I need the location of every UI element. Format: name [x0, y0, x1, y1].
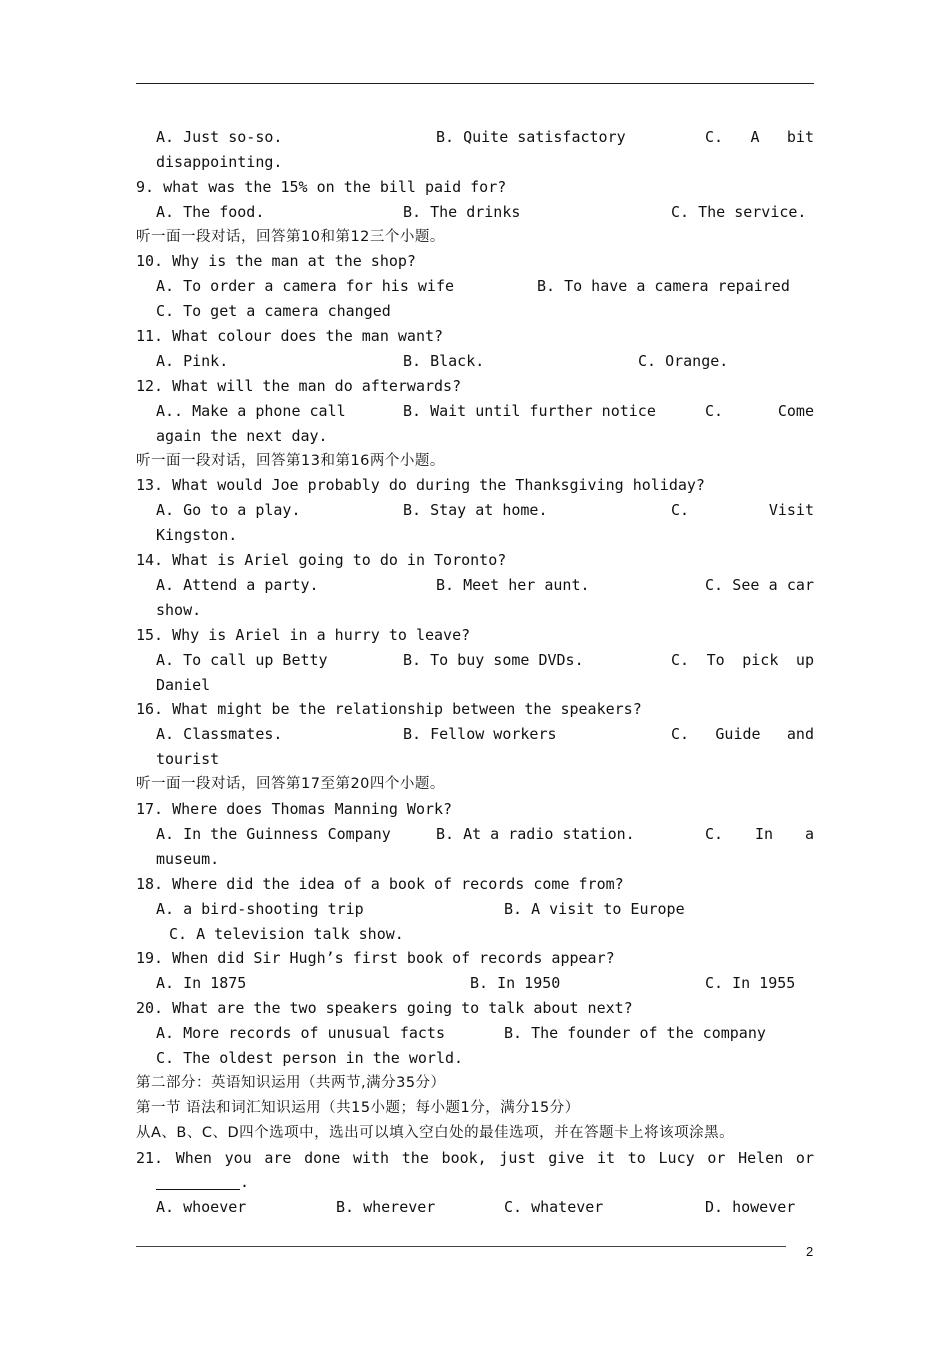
- q16-option-c: C. Guide and: [671, 725, 814, 744]
- q14-option-b: B. Meet her aunt.: [436, 576, 590, 595]
- q14-option-a: A. Attend a party.: [156, 576, 319, 595]
- q8-options: [136, 125, 814, 150]
- q8-option-c: C. A bit: [705, 128, 814, 146]
- q21-option-b: B. wherever: [336, 1198, 436, 1217]
- header-rule: [136, 83, 814, 84]
- q14-option-c: C. See a car: [705, 576, 814, 595]
- q20-options: [136, 1021, 814, 1046]
- q15-option-c: C. To pick up: [671, 650, 814, 669]
- q16-option-b: B. Fellow workers: [403, 725, 557, 744]
- q17-option-c: C. In a: [705, 824, 814, 843]
- q21-stem-end: .: [240, 1173, 250, 1192]
- instruction-13-16: 听一面一段对话，回答第13和第16两个小题。: [136, 452, 445, 469]
- q9-option-c: C. The service.: [671, 202, 807, 221]
- section1-title: 第一节 语法和词汇知识运用（共15小题；每小题1分，满分15分）: [136, 1099, 580, 1116]
- q11-option-b: B. Black.: [403, 352, 485, 371]
- q8-option-c-cont: disappointing.: [156, 152, 283, 171]
- part2-title: 第二部分：英语知识运用（共两节,满分35分）: [136, 1074, 446, 1091]
- q13-option-c-cont: Kingston.: [156, 526, 238, 545]
- q16-stem: 16. What might be the relationship between the speakers?: [136, 700, 642, 719]
- q12-option-c: C. Come: [705, 401, 814, 420]
- q15-options: [136, 648, 814, 673]
- q16-option-a: A. Classmates.: [156, 725, 283, 744]
- q10-option-b: B. To have a camera repaired: [537, 277, 790, 296]
- q9-stem: 9. what was the 15% on the bill paid for?: [136, 177, 507, 196]
- answer-blank: [156, 1173, 240, 1190]
- q9-option-a: A. The food.: [156, 202, 265, 221]
- q15-stem: 15. Why is Ariel in a hurry to leave?: [136, 625, 471, 644]
- instruction-10-12: 听一面一段对话，回答第10和第12三个小题。: [136, 228, 445, 245]
- q11-option-c: C. Orange.: [638, 352, 729, 371]
- q18-options: [136, 897, 814, 922]
- q19-options: [136, 971, 814, 996]
- q10-option-a: A. To order a camera for his wife: [156, 277, 455, 296]
- q18-option-a: A. a bird-shooting trip: [156, 899, 364, 918]
- section1-instructions: 从A、B、C、D四个选项中，选出可以填入空白处的最佳选项，并在答题卡上将该项涂黑。: [136, 1124, 735, 1141]
- q21-option-a: A. whoever: [156, 1198, 247, 1217]
- q13-option-c: C. Visit: [671, 501, 814, 520]
- q18-stem: 18. Where did the idea of a book of records come from?: [136, 874, 624, 893]
- q21-option-d: D. however: [705, 1198, 796, 1217]
- q14-stem: 14. What is Ariel going to do in Toronto?: [136, 551, 507, 570]
- q17-stem: 17. Where does Thomas Manning Work?: [136, 800, 453, 819]
- q11-option-a: A. Pink.: [156, 352, 229, 371]
- q12-stem: 12. What will the man do afterwards?: [136, 376, 462, 395]
- q20-option-a: A. More records of unusual facts: [156, 1024, 445, 1043]
- q10-option-c: C. To get a camera changed: [156, 302, 391, 321]
- q13-options: [136, 498, 814, 523]
- q19-option-a: A. In 1875: [156, 974, 247, 993]
- q21-option-c: C. whatever: [504, 1198, 604, 1217]
- q8-option-b: B. Quite satisfactory: [436, 128, 626, 146]
- page-number: 2: [806, 1244, 814, 1259]
- q21-options: [136, 1195, 814, 1220]
- q10-stem: 10. Why is the man at the shop?: [136, 252, 416, 271]
- instruction-17-20: 听一面一段对话，回答第17至第20四个小题。: [136, 776, 445, 793]
- q18-option-b: B. A visit to Europe: [504, 899, 685, 918]
- q19-option-b: B. In 1950: [470, 974, 561, 993]
- q13-stem: 13. What would Joe probably do during the Thanksgiving holiday?: [136, 476, 705, 495]
- q15-option-c-cont: Daniel: [156, 675, 211, 694]
- q13-option-a: A. Go to a play.: [156, 501, 301, 520]
- q16-option-c-cont: tourist: [156, 750, 220, 769]
- exam-content: [136, 125, 814, 1220]
- q13-option-b: B. Stay at home.: [403, 501, 548, 520]
- q16-options: [136, 722, 814, 747]
- q11-options: [136, 349, 814, 374]
- q10-options: [136, 274, 814, 299]
- q19-stem: 19. When did Sir Hugh’s first book of records appear?: [136, 949, 615, 968]
- q21-stem: 21. When you are done with the book, just give it to Lucy or Helen or: [136, 1148, 814, 1167]
- q20-option-c: C. The oldest person in the world.: [156, 1048, 464, 1067]
- q9-options: [136, 200, 814, 225]
- q12-option-b: B. Wait until further notice: [403, 401, 656, 420]
- q17-option-a: A. In the Guinness Company: [156, 824, 391, 843]
- q14-options: [136, 573, 814, 598]
- footer-rule: [136, 1246, 786, 1247]
- q18-option-c: C. A television talk show.: [169, 924, 404, 943]
- q12-option-c-cont: again the next day.: [156, 426, 328, 445]
- q17-option-b: B. At a radio station.: [436, 824, 635, 843]
- q15-option-a: A. To call up Betty: [156, 650, 328, 669]
- q20-option-b: B. The founder of the company: [504, 1024, 766, 1043]
- q21-stem-blank-line: [136, 1170, 814, 1195]
- q12-option-a: A.. Make a phone call: [156, 401, 346, 420]
- q17-option-c-cont: museum.: [156, 849, 220, 868]
- q11-stem: 11. What colour does the man want?: [136, 327, 444, 346]
- q19-option-c: C. In 1955: [705, 974, 796, 993]
- q17-options: [136, 822, 814, 847]
- q9-option-b: B. The drinks: [403, 202, 521, 221]
- q20-stem: 20. What are the two speakers going to talk about next?: [136, 999, 633, 1018]
- q14-option-c-cont: show.: [156, 600, 202, 619]
- q8-option-a: A. Just so-so.: [156, 128, 283, 146]
- q15-option-b: B. To buy some DVDs.: [403, 650, 584, 669]
- q12-options: [136, 399, 814, 424]
